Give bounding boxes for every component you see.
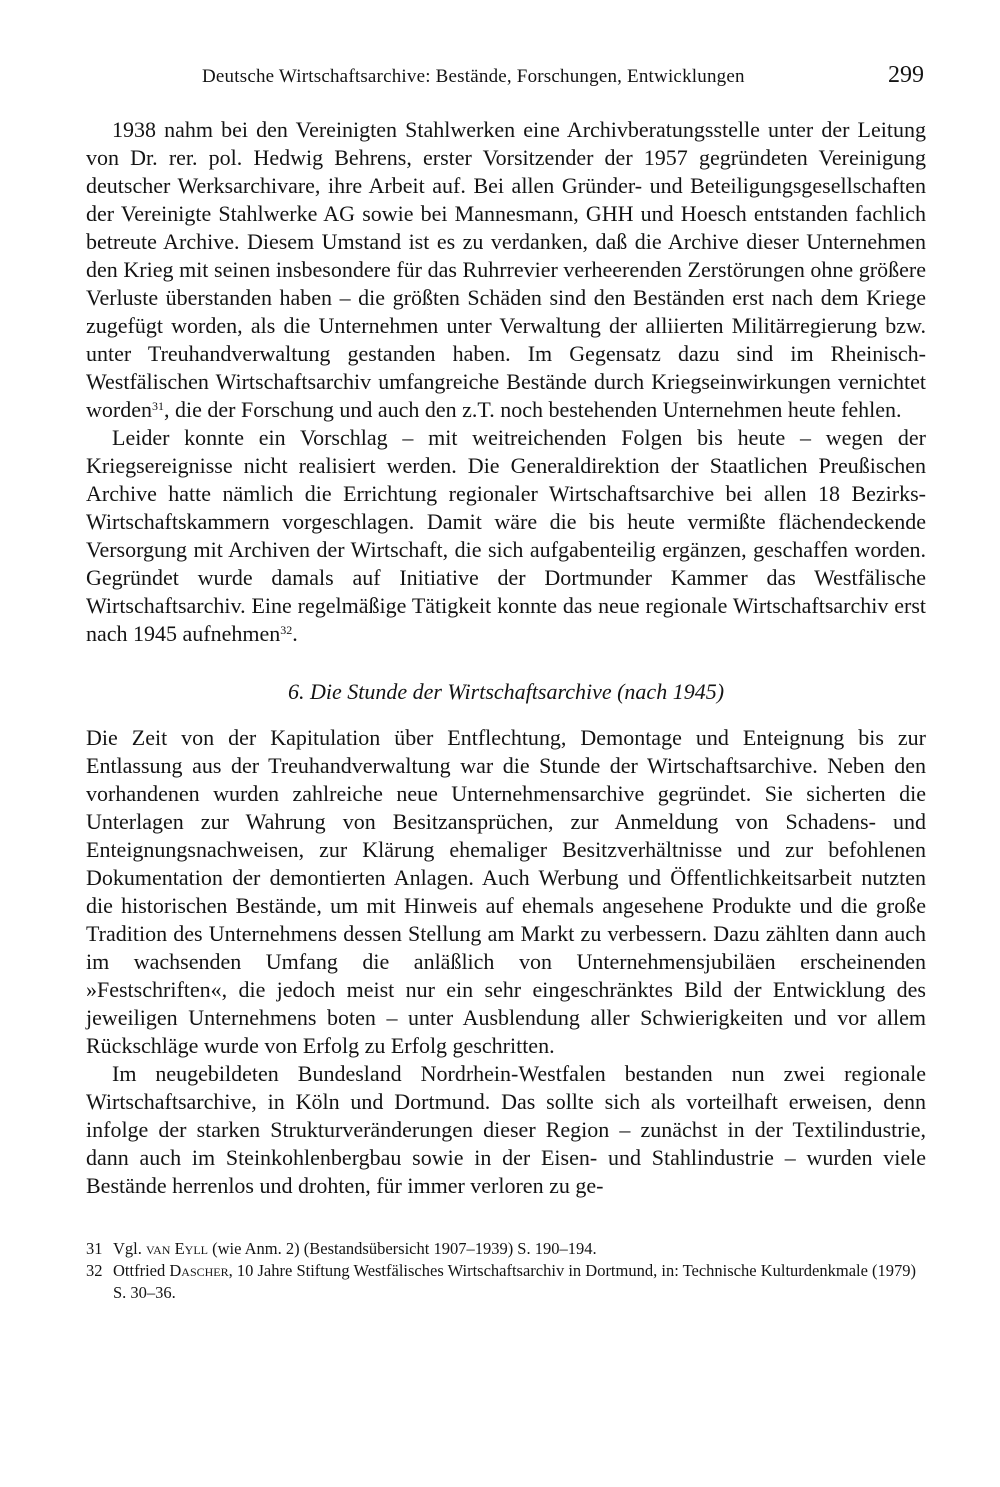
footnote-text: [113, 1260, 926, 1304]
paragraph-4: Im neugebildeten Bundesland Nordrhein-Westfalen bestanden nun zwei regionale Wirtschaftsarchive, in Köln und Dortmund. Das sollte sich als vorteilhaft erweisen, denn infolge der starken Strukturveränderungen dieser Region – zunächst in der Textilindustrie, dann auch im Steinkohlenbergbau sowie in der Eisen- und Stahlindustrie – wurden viele Bestände herrenlos und drohten, für immer verloren zu ge-: [86, 1061, 926, 1198]
footnote-number: 32: [86, 1261, 103, 1280]
paragraph-2-text-b: .: [292, 621, 298, 646]
footnote-pre: Vgl.: [113, 1239, 146, 1258]
body-text: [86, 116, 926, 1200]
footnote-post: , 10 Jahre Stiftung Westfälisches Wirtschaftsarchiv in Dortmund, in: Technische Kulturdenkmale (1979) S. 30–36.: [113, 1261, 917, 1302]
running-title: Deutsche Wirtschaftsarchive: Bestände, Forschungen, Entwicklungen: [202, 66, 745, 87]
paragraph-3: Die Zeit von der Kapitulation über Entflechtung, Demontage und Enteignung bis zur Entlassung aus der Treuhandverwaltung war die Stunde der Wirtschaftsarchive. Neben den vorhandenen wurden zahlreiche neue Unternehmensarchive gegründet. Sie sicherten die Unterlagen zur Wahrung von Besitzansprüchen, zur Anmeldung von Schadens- und Enteignungsnachweisen, zur Klärung ehemaliger Besitzverhältnisse und zur befohlenen Dokumentation der demontierten Anlagen. Auch Werbung und Öffentlichkeitsarbeit nutzten die historischen Bestände, um mit Hinweis auf ehemals angesehene Produkte und die große Tradition des Unternehmens dessen Stellung am Markt zu verbessern. Dazu zählten dann auch im wachsenden Umfang die anläßlich von Unternehmensjubiläen erscheinenden »Festschriften«, die jedoch meist nur ein sehr eingeschränktes Bild der Entwicklung des jeweiligen Unternehmens boten – unter Ausblendung aller Schwierigkeiten und vor allem Rückschläge wurde von Erfolg zu Erfolg geschritten.: [86, 725, 926, 1058]
footnote-author: van Eyll: [146, 1239, 208, 1258]
footnote-32: [86, 1260, 926, 1304]
footnote-ref-31: 31: [151, 399, 164, 413]
page-number: 299: [888, 62, 924, 88]
footnote-text: [113, 1238, 926, 1260]
footnote-number: 31: [86, 1239, 103, 1258]
footnote-post: (wie Anm. 2) (Bestandsübersicht 1907–1939) S. 190–194.: [207, 1239, 597, 1258]
paragraph-1-text-a: 1938 nahm bei den Vereinigten Stahlwerken eine Archivberatungsstelle unter der Leitung von Dr. rer. pol. Hedwig Behrens, erster Vorsitzender der 1957 gegründeten Vereinigung deutscher Werksarchivare, ihre Arbeit auf. Bei allen Gründer- und Beteiligungsgesellschaften der Vereinigte Stahlwerke AG sowie bei Mannesmann, GHH und Hoesch entstanden fachlich betreute Archive. Diesem Umstand ist es zu verdanken, daß die Archive dieser Unternehmen den Krieg mit seinen insbesondere für das Ruhrrevier verheerenden Zerstörungen ohne größere Verluste überstanden haben – die größten Schäden sind den Beständen erst nach dem Kriege zugefügt worden, als die Unternehmen unter Verwaltung der alliierten Militärregierung bzw. unter Treuhandverwaltung gestanden haben. Im Gegensatz dazu sind im Rheinisch-Westfälischen Wirtschaftsarchiv umfangreiche Bestände durch Kriegseinwirkungen vernichtet worden: [86, 117, 926, 422]
paragraph-2: [86, 424, 926, 648]
section-heading: 6. Die Stunde der Wirtschaftsarchive (nach 1945): [287, 679, 725, 704]
book-page: [86, 62, 926, 1304]
paragraph-1-text-b: , die der Forschung und auch den z.T. noch bestehenden Unternehmen heute fehlen.: [163, 397, 902, 422]
footnote-author: Dascher: [169, 1261, 229, 1280]
footnote-pre: Ottfried: [113, 1261, 170, 1280]
page-header: [202, 62, 924, 92]
footnote-31: [86, 1238, 926, 1260]
paragraph-1: [86, 116, 926, 424]
footnotes: [86, 1238, 926, 1304]
paragraph-2-text-a: Leider konnte ein Vorschlag – mit weitreichenden Folgen bis heute – wegen der Kriegsereignisse nicht realisiert werden. Die Generaldirektion der Staatlichen Preußischen Archive hatte nämlich die Errichtung regionaler Wirtschaftsarchive bei allen 18 Bezirks-Wirtschaftskammern vorgeschlagen. Damit wäre die bis heute vermißte flächendeckende Versorgung mit Archiven der Wirtschaft, die sich aufgabenteilig ergänzen, geschaffen worden. Gegründet wurde damals auf Initiative der Dortmunder Kammer das Westfälische Wirtschaftsarchiv. Eine regelmäßige Tätigkeit konnte das neue regionale Wirtschaftsarchiv erst nach 1945 aufnehmen: [86, 425, 926, 646]
footnote-ref-32: 32: [280, 623, 293, 637]
